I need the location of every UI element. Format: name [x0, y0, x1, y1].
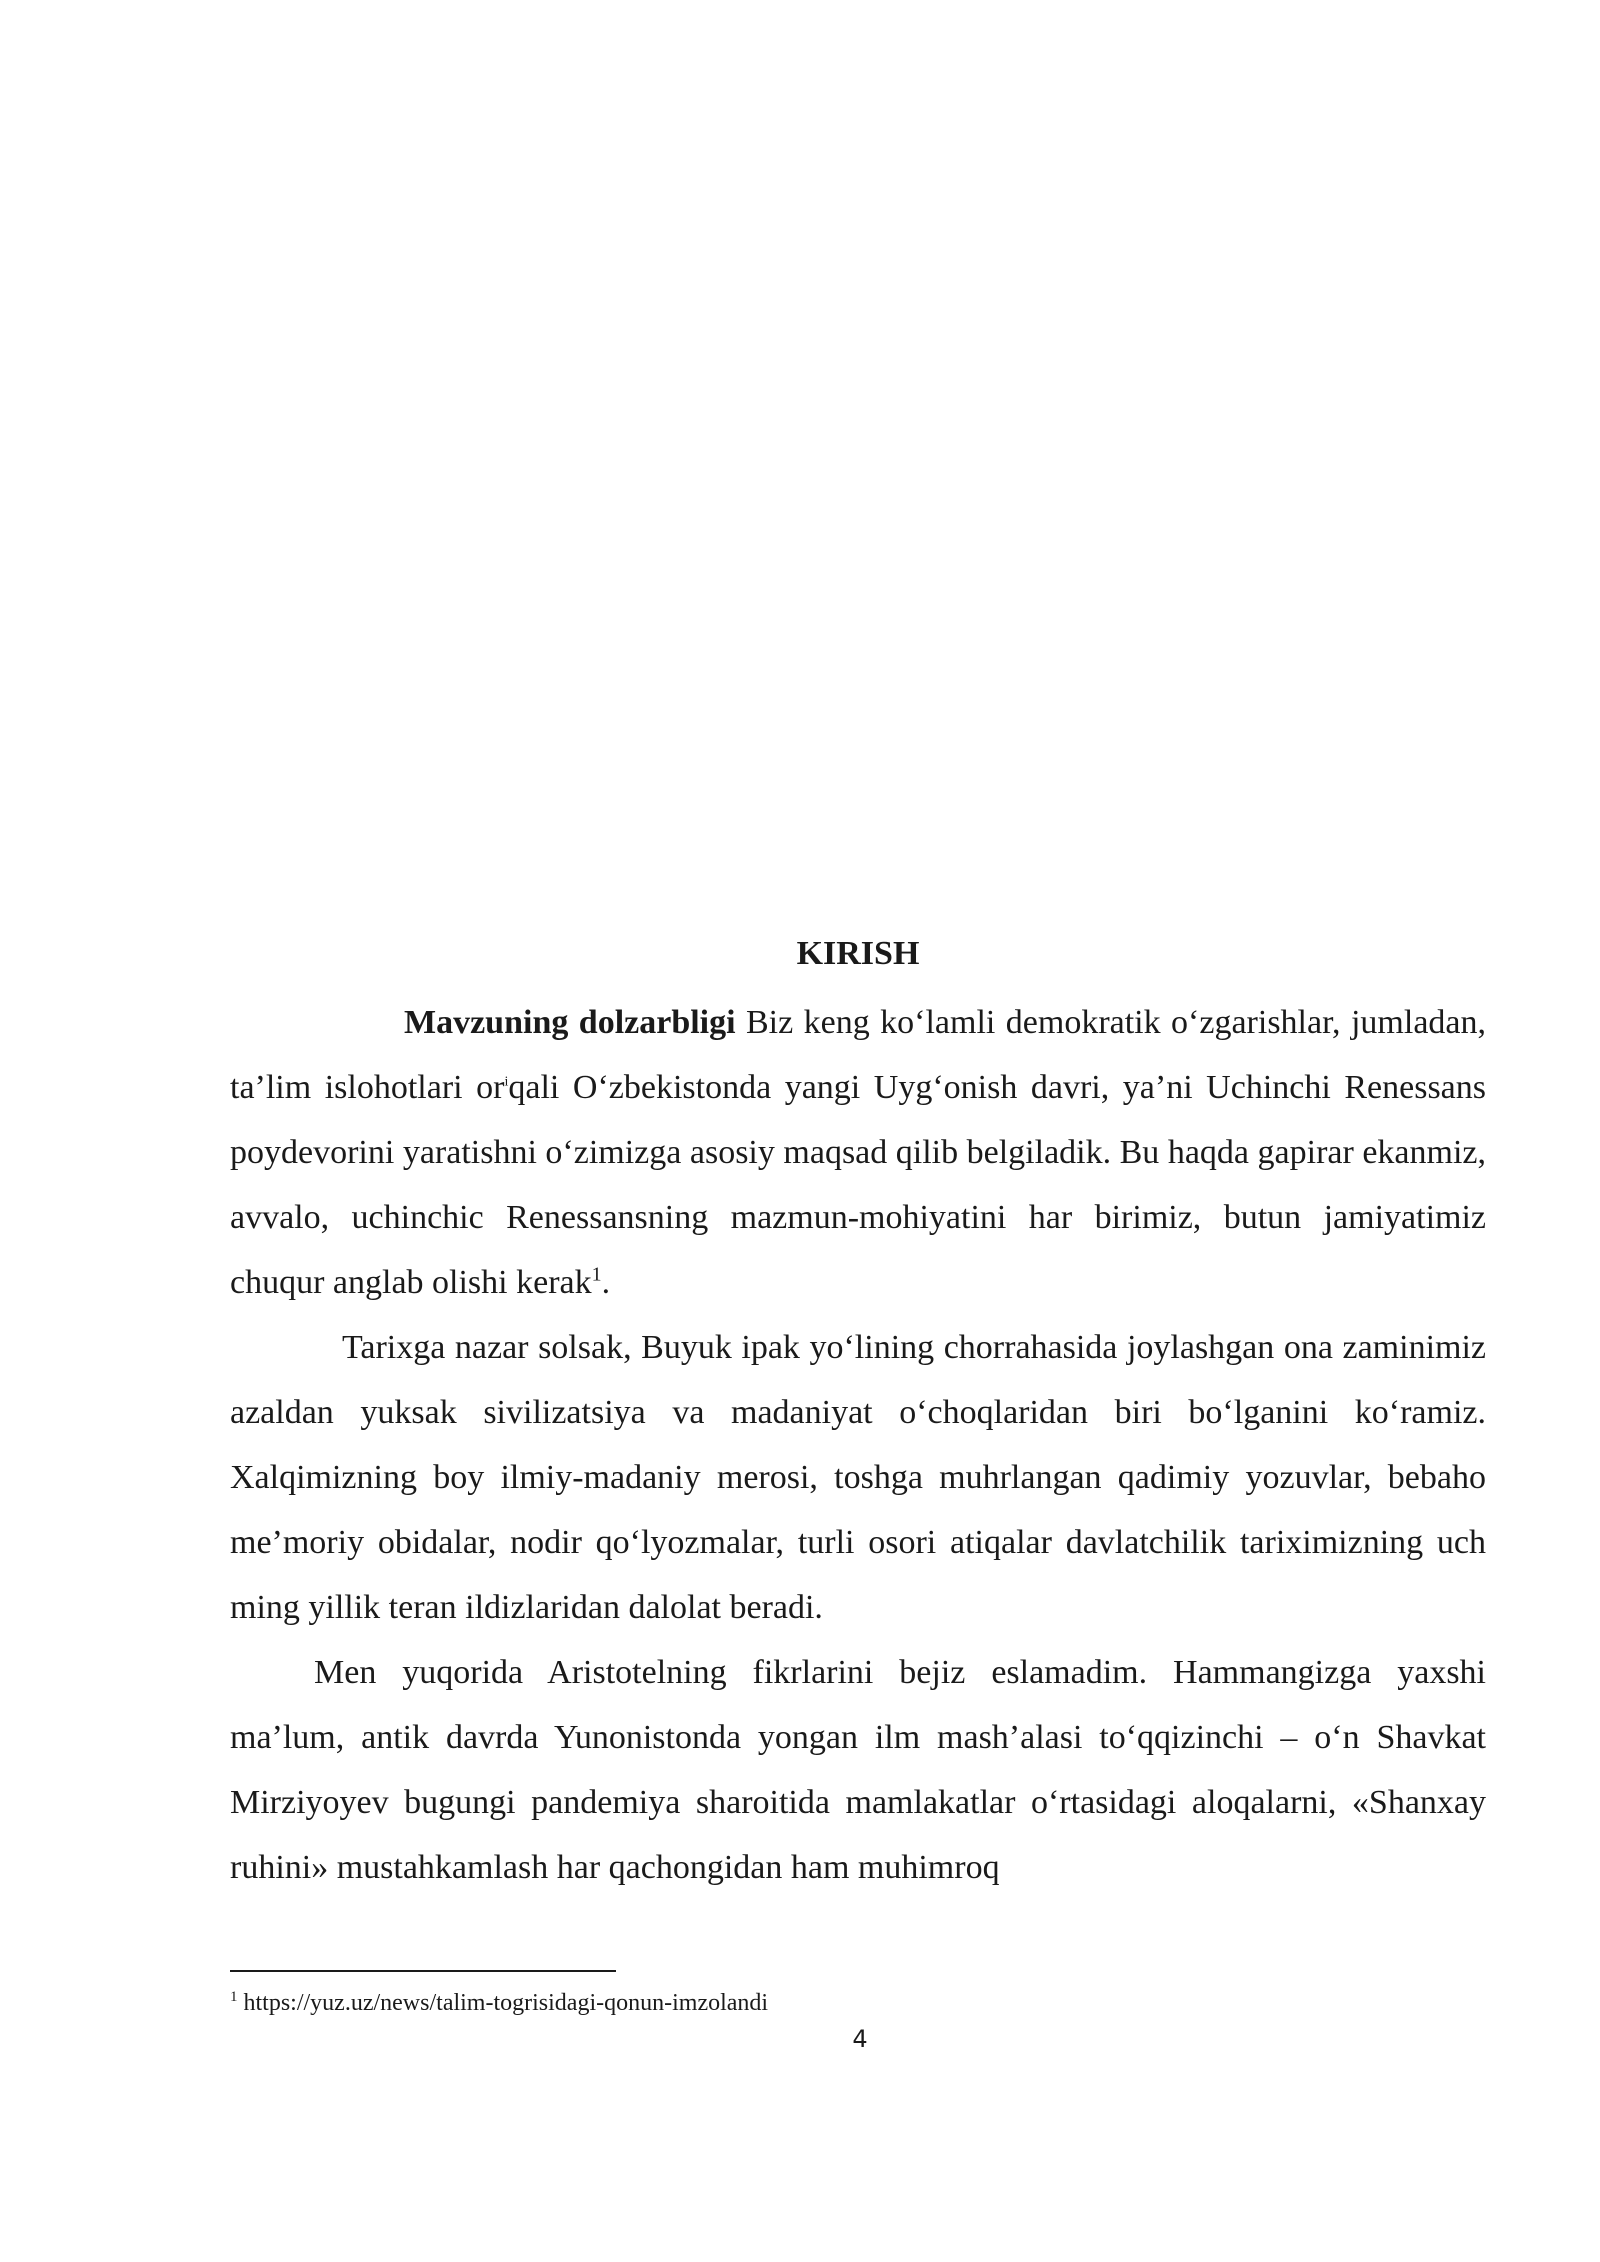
section-heading: KIRISH	[796, 935, 920, 972]
footnote-reference[interactable]: 1	[591, 1263, 602, 1286]
inline-superscript-mark: i	[504, 1074, 509, 1090]
paragraph-text: qali O‘zbekistonda yangi Uyg‘onish davri, ya’ni Uchinchi Renessans poydevorini yaratishni o‘zimizga asosiy maqsad qilib belgiladik. Bu haqda gapirar ekanmiz, avvalo, uchinchic Renessansning mazmun-mohiyatini har birimiz, butun jamiyatimiz chuqur anglab olishi kerak	[230, 1069, 1486, 1301]
paragraph-history: Tarixga nazar solsak, Buyuk ipak yo‘lining chorrahasida joylashgan ona zaminimiz azaldan yuksak sivilizatsiya va madaniyat o‘choqlaridan biri bo‘lganini ko‘ramiz. Xalqimizning boy ilmiy-madaniy merosi, toshga muhrlangan qadimiy yozuvlar, bebaho me’moriy obidalar, nodir qo‘lyozmalar, turli osori atiqalar davlatchilik tariximizning uch ming yillik teran ildizlaridan dalolat beradi.	[230, 1329, 1486, 1626]
paragraph-lead: Mavzuning dolzarbligi	[404, 1004, 736, 1041]
footnote	[230, 1988, 1486, 2018]
body-text	[230, 990, 1486, 1900]
paragraph-text: .	[601, 1264, 611, 1301]
paragraph-relevance	[230, 990, 1486, 1315]
paragraph-aristotle: Men yuqorida Aristotelning fikrlarini bejiz eslamadim. Hammangizga yaxshi ma’lum, antik davrda Yunonistonda yongan ilm mash’alasi to‘qqizinchi – o‘n Shavkat Mirziyoyev bugungi pandemiya sharoitida mamlakatlar o‘rtasidagi aloqalarni, «Shanxay ruhini» mustahkamlash har qachongidan ham muhimroq	[230, 1654, 1486, 1886]
paragraph-text: Biz keng ko‘lamli demokratik o‘zgarishlar, jumladan, ta’lim islohotlari or	[230, 1004, 1487, 1106]
footnote-number: 1	[230, 1989, 238, 2005]
footnote-link[interactable]: https://yuz.uz/news/talim-togrisidagi-qonun-imzolandi	[237, 1990, 769, 2016]
page-number: 4	[852, 2025, 868, 2053]
footnote-separator	[230, 1970, 616, 1972]
